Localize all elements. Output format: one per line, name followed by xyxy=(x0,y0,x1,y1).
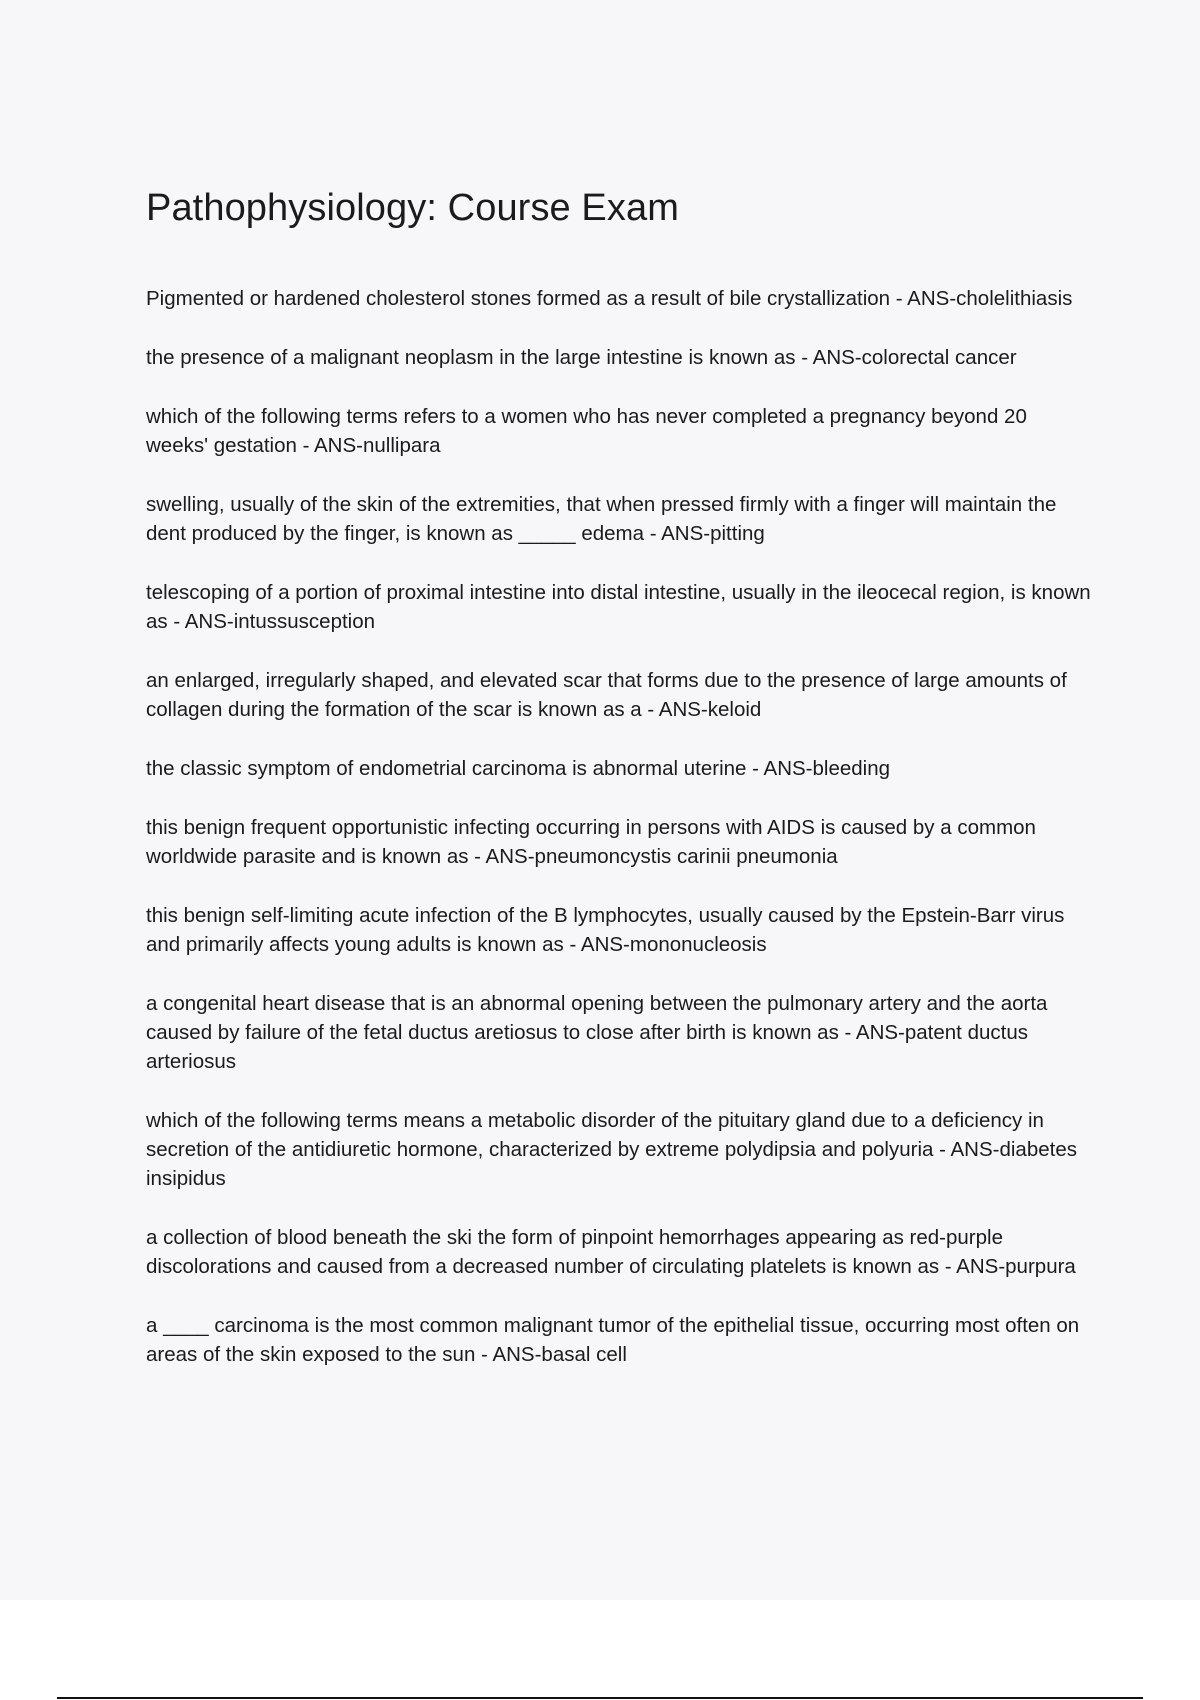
footer-divider xyxy=(57,1697,1143,1699)
page-title: Pathophysiology: Course Exam xyxy=(146,187,679,229)
qa-item: which of the following terms means a metabolic disorder of the pituitary gland due to a deficiency in secretion of the antidiuretic hormone, characterized by extreme polydipsia and polyuria - ANS-diabetes insipidus xyxy=(146,1109,1077,1190)
page-footer-area xyxy=(0,1600,1200,1700)
qa-item: a collection of blood beneath the ski the form of pinpoint hemorrhages appearing as red-purple discolorations and caused from a decreased number of circulating platelets is known as - ANS-purpura xyxy=(146,1226,1076,1278)
qa-item: this benign self-limiting acute infection of the B lymphocytes, usually caused by the Epstein-Barr virus and primarily affects young adults is known as - ANS-mononucleosis xyxy=(146,904,1065,956)
qa-item: Pigmented or hardened cholesterol stones formed as a result of bile crystallization - ANS-cholelithiasis xyxy=(146,287,1073,310)
qa-item: telescoping of a portion of proximal intestine into distal intestine, usually in the ileocecal region, is known as - ANS-intussusception xyxy=(146,581,1091,633)
qa-item: an enlarged, irregularly shaped, and elevated scar that forms due to the presence of large amounts of collagen during the formation of the scar is known as a - ANS-keloid xyxy=(146,669,1067,721)
document-content xyxy=(146,182,1091,1399)
qa-item: a congenital heart disease that is an abnormal opening between the pulmonary artery and the aorta caused by failure of the fetal ductus aretiosus to close after birth is known as - ANS-patent ductus arteriosus xyxy=(146,992,1048,1073)
qa-item: which of the following terms refers to a women who has never completed a pregnancy beyond 20 weeks' gestation - ANS-nullipara xyxy=(146,405,1027,457)
qa-item: swelling, usually of the skin of the extremities, that when pressed firmly with a finger will maintain the dent produced by the finger, is known as _____ edema - ANS-pitting xyxy=(146,493,1057,545)
qa-item: the classic symptom of endometrial carcinoma is abnormal uterine - ANS-bleeding xyxy=(146,757,891,780)
qa-item: this benign frequent opportunistic infecting occurring in persons with AIDS is caused by a common worldwide parasite and is known as - ANS-pneumoncystis carinii pneumonia xyxy=(146,816,1036,868)
qa-item: a ____ carcinoma is the most common malignant tumor of the epithelial tissue, occurring most often on areas of the skin exposed to the sun - ANS-basal cell xyxy=(146,1314,1080,1366)
qa-item: the presence of a malignant neoplasm in the large intestine is known as - ANS-colorectal cancer xyxy=(146,346,1017,369)
